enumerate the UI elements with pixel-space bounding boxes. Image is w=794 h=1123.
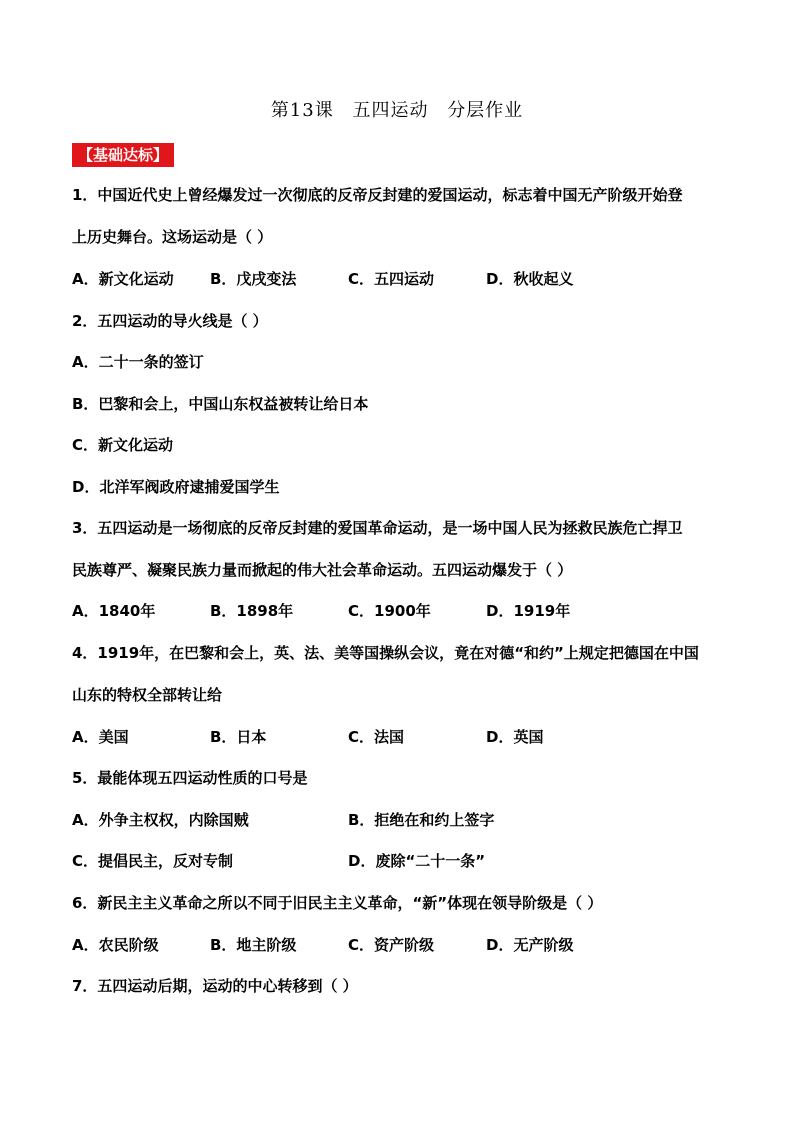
question-6-stem: 6．新民主主义革命之所以不同于旧民主主义革命，“新”体现在领导阶级是（ ） bbox=[72, 894, 603, 912]
question-2-option-d: D．北洋军阀政府逮捕爱国学生 bbox=[72, 478, 280, 496]
option-b: B．1898年 bbox=[210, 602, 294, 620]
question-7-stem: 7．五四运动后期，运动的中心转移到（ ） bbox=[72, 977, 358, 995]
option-d: D．1919年 bbox=[486, 602, 571, 620]
question-2-option-a: A．二十一条的签订 bbox=[72, 353, 204, 371]
lesson-number: 第13课 bbox=[270, 100, 334, 121]
option-d: D．废除“二十一条” bbox=[348, 852, 486, 870]
option-d: D．无产阶级 bbox=[486, 936, 574, 954]
option-a: A．1840年 bbox=[72, 602, 156, 620]
question-4-line-2: 山东的特权全部转让给 bbox=[72, 686, 223, 704]
section-label-basic: 【基础达标】 bbox=[72, 143, 174, 167]
option-c: C．1900年 bbox=[348, 602, 431, 620]
option-b: B．日本 bbox=[210, 728, 267, 746]
question-1-line-2: 上历史舞台。这场运动是（ ） bbox=[72, 228, 273, 246]
question-2-option-b: B．巴黎和会上，中国山东权益被转让给日本 bbox=[72, 395, 369, 413]
question-3-line-2: 民族尊严、凝聚民族力量而掀起的伟大社会革命运动。五四运动爆发于（ ） bbox=[72, 561, 573, 579]
option-a: A．外争主权权，内除国贼 bbox=[72, 811, 249, 829]
option-c: C．提倡民主，反对专制 bbox=[72, 852, 234, 870]
title-suffix: 分层作业 bbox=[447, 100, 524, 121]
option-b: B．拒绝在和约上签字 bbox=[348, 811, 495, 829]
option-b: B．戊戌变法 bbox=[210, 270, 297, 288]
question-2-option-c: C．新文化运动 bbox=[72, 436, 174, 454]
option-b: B．地主阶级 bbox=[210, 936, 297, 954]
question-3-line-1: 3．五四运动是一场彻底的反帝反封建的爱国革命运动，是一场中国人民为拯救民族危亡捍卫 bbox=[72, 519, 683, 537]
question-2-stem: 2．五四运动的导火线是（ ） bbox=[72, 312, 268, 330]
lesson-topic: 五四运动 bbox=[352, 100, 429, 121]
option-c: C．五四运动 bbox=[348, 270, 435, 288]
option-a: A．美国 bbox=[72, 728, 129, 746]
option-a: A．新文化运动 bbox=[72, 270, 174, 288]
option-c: C．法国 bbox=[348, 728, 405, 746]
question-4-line-1: 4．1919年，在巴黎和会上，英、法、美等国操纵会议，竟在对德“和约”上规定把德国在中国 bbox=[72, 644, 699, 662]
question-1-line-1: 1．中国近代史上曾经爆发过一次彻底的反帝反封建的爱国运动，标志着中国无产阶级开始登 bbox=[72, 186, 683, 204]
question-5-stem: 5．最能体现五四运动性质的口号是 bbox=[72, 769, 308, 787]
option-d: D．秋收起义 bbox=[486, 270, 574, 288]
option-d: D．英国 bbox=[486, 728, 544, 746]
page-title bbox=[0, 96, 794, 122]
option-a: A．农民阶级 bbox=[72, 936, 159, 954]
option-c: C．资产阶级 bbox=[348, 936, 435, 954]
